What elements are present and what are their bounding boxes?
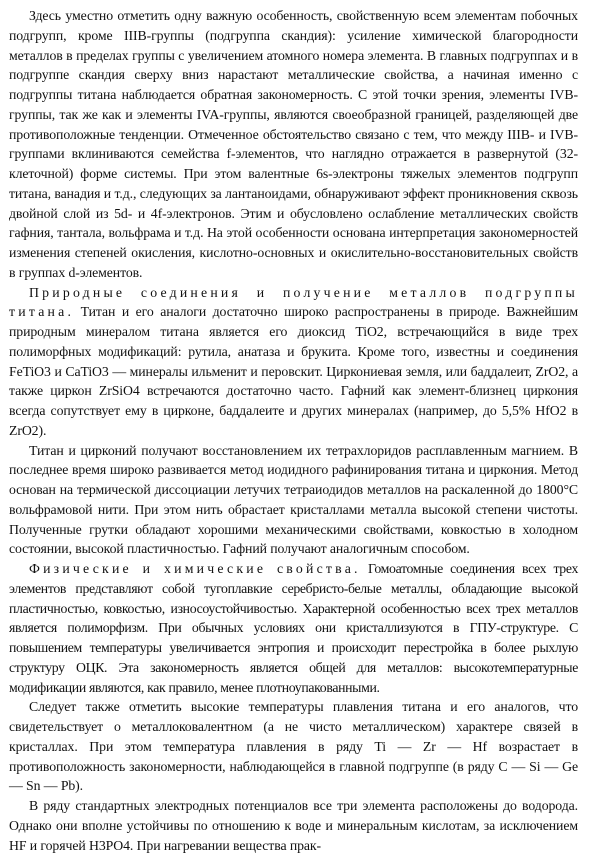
paragraph-production: Титан и цирконий получают восстановлением их тетрахлоридов расплавленным магнием. В последнее время широко развивается метод иодидного рафинирования титана и циркония. Метод основан на термической диссоциации летучих тетраиодидов металлов на раскаленной до 1800°С вольфрамовой нити. При этом нить обрастает кристаллами металла высокой степени чистоты. Полученные грутки обладают хорошими механическими свойствами, ковкостью в холодном состоянии, высокой пластичностью. Гафний получают аналогичным способом. <box>9 442 578 557</box>
section-heading-physchem: Физические и химические свойства. <box>29 561 361 576</box>
paragraph-intro: Здесь уместно отметить одну важную особенность, свойственную всем элементам побочных подгрупп, кроме IIIB-группы (подгруппа скандия): усиление химической благородности металлов в пределах группы с увеличением атомного номера элемента. В главных подгруппах и в подгруппе скандия сверху вниз нарастают металлические свойства, а начиная именно с подгруппы титана наблюдается обратная закономерность. С этой точки зрения, элементы IVB-группы, так же как и элементы IVA-группы, являются своеобразной границей, разделяющей две противоположные тенденции. Отмеченное обстоятельство связано с тем, что между IIIB- и IVB-группами вклиниваются семейства f-элементов, что наглядно отражается в развернутой (32-клеточной) форме системы. При этом валентные 6s-электроны тяжелых элементов подгрупп титана, ванадия и т.д., следующих за лантаноидами, обнаруживают эффект проникновения сквозь двойной слой из 5d- и 4f-электронов. Этим и обусловлено ослабление металлических свойств гафния, тантала, вольфрама и т.д. На этой особенности основана интерпретация закономерностей изменения степеней окисления, кислотно-основных и окислительно-восстановительных свойств в группах d-элементов. <box>9 8 578 280</box>
paragraph-properties <box>9 559 578 697</box>
paragraph-natural-text: Титан и его аналоги достаточно широко распространены в природе. Важнейшим природным минералом титана является его диоксид TiO2, встречающийся в виде трех полиморфных модификаций: рутила, анатаза и брукита. Кроме того, известны и соединения FeTiO3 и CaTiO3 — минералы ильменит и перовскит. Циркониевая земля, или баддалеит, ZrO2, а также циркон ZrSiO4 встречаются достаточно часто. Гафний как элемент-близнец циркония всегда сопутствует ему в цирконе, баддалеите и других минералах (например, до 5,5% HfO2 в ZrO2). <box>9 304 578 438</box>
paragraph-properties-text: Гомоатомные соединения всех трех элементов представляют собой тугоплавкие серебристо-белые металлы, обладающие высокой пластичностью, ковкостью, износоустойчивостью. Характерной особенностью всех трех металлов является полиморфизм. При обычных условиях они кристаллизуются в ГПУ-структуре. С повышением температуры увеличивается энтропия и происходит перестройка в более рыхлую структуру ОЦК. Эта закономерность является общей для металлов: высокотемпературные модификации являются, как правило, менее плотноупакованными. <box>9 561 578 695</box>
paragraph-melting-points: Следует также отметить высокие температуры плавления титана и его аналогов, что свидетельствует о металлоковалентном (а не чисто металлическом) характере связей в кристаллах. При этом температура плавления в ряду Ti — Zr — Hf возрастает в противоположность закономерности, наблюдающейся в главной подгруппе (в ряду C — Si — Ge — Sn — Pb). <box>9 699 578 794</box>
paragraph-natural-compounds <box>9 283 578 441</box>
paragraph-potentials: В ряду стандартных электродных потенциалов все три элемента расположены до водорода. Однако они вполне устойчивы по отношению к воде и минеральным кислотам, за исключением HF и горячей H3PO4. При нагревании вещества прак- <box>9 798 578 853</box>
section-heading-natural: Природные соединения и получение металлов подгруппы титана. <box>9 284 578 320</box>
